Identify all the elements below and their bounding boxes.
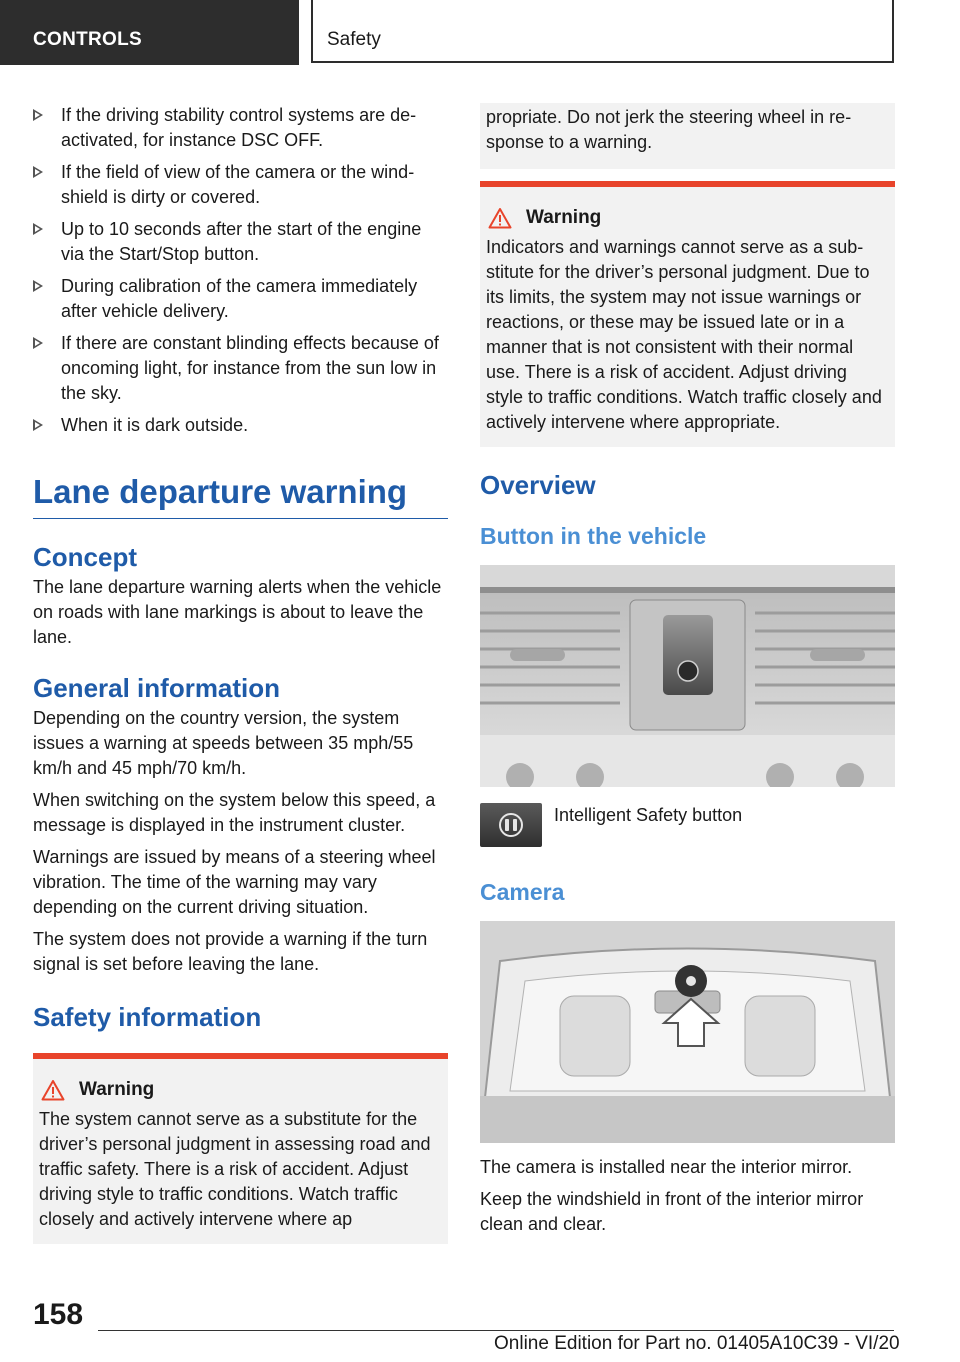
concept-text: The lane departure warning alerts when the vehicle on roads with lane markings is about to leave the lane. xyxy=(33,577,442,647)
triangle-bullet-icon xyxy=(33,166,43,178)
warning-continuation-box xyxy=(480,103,895,169)
camera-heading: Camera xyxy=(480,879,565,905)
general-paragraph: When switching on the system below this speed, a message is displayed in the instrument cluster. xyxy=(33,790,436,835)
warning-text: The system cannot serve as a substitute for the driver’s personal judgment in assessing road and traffic safety. There is a risk of accident. Adjust driving style to traffic conditions. Watch traffic closely and actively intervene where ap xyxy=(39,1109,431,1229)
button-heading: Button in the vehicle xyxy=(480,523,707,549)
page-title: Lane departure warning xyxy=(33,472,448,519)
page-number: 158 xyxy=(33,1298,84,1331)
list-item: If there are constant blinding effects because of oncoming light, for instance from the sun low in the sky. xyxy=(33,331,448,406)
warning-continuation-text: propriate. Do not jerk the steering wheel in response to a warning. xyxy=(486,107,852,152)
triangle-bullet-icon xyxy=(33,280,43,292)
general-paragraph: Warnings are issued by means of a steering wheel vibration. The time of the warning may vary depending on the current driving situation. xyxy=(33,847,436,917)
triangle-bullet-icon xyxy=(33,109,43,121)
general-paragraph: The system does not provide a warning if the turn signal is set before leaving the lane. xyxy=(33,929,428,974)
warning-title: Warning xyxy=(486,207,887,229)
overview-heading: Overview xyxy=(480,470,596,500)
concept-heading: Concept xyxy=(33,542,137,572)
right-column xyxy=(480,103,895,1237)
list-item: During calibration of the camera immediately after vehicle delivery. xyxy=(33,274,448,324)
list-item: When it is dark outside. xyxy=(33,413,448,438)
topic-tab xyxy=(311,0,894,63)
general-heading: General information xyxy=(33,673,281,703)
list-item: Up to 10 seconds after the start of the engine via the Start/Stop button. xyxy=(33,217,448,267)
section-tab xyxy=(0,0,299,65)
left-column xyxy=(33,103,448,1244)
triangle-bullet-icon xyxy=(33,419,43,431)
warning-title: Warning xyxy=(39,1079,440,1101)
footer-divider xyxy=(98,1330,894,1331)
camera-location-photo xyxy=(480,921,895,1143)
section-label: CONTROLS xyxy=(33,29,143,50)
list-item: If the field of view of the camera or the windshield is dirty or covered. xyxy=(33,160,448,210)
button-legend xyxy=(480,803,895,847)
triangle-bullet-icon xyxy=(33,223,43,235)
warning-triangle-icon xyxy=(41,1079,65,1101)
camera-paragraph: The camera is installed near the interior mirror. xyxy=(480,1157,853,1177)
list-item: If the driving stability control systems are deactivated, for instance DSC OFF. xyxy=(33,103,448,153)
topic-label: Safety xyxy=(327,29,381,50)
warning-box xyxy=(33,1053,448,1244)
dashboard-button-photo xyxy=(480,565,895,787)
warning-triangle-icon xyxy=(488,207,512,229)
triangle-bullet-icon xyxy=(33,337,43,349)
intelligent-safety-button-icon xyxy=(480,803,542,847)
edition-info: Online Edition for Part no. 01405A10C39 - VI/20 xyxy=(494,1333,900,1354)
general-paragraph: Depending on the country version, the system issues a warning at speeds between 35 mph/55 km/h and 45 mph/70 km/h. xyxy=(33,708,414,778)
button-legend-label: Intelligent Safety button xyxy=(554,805,743,825)
safety-heading: Safety information xyxy=(33,1002,262,1032)
condition-list xyxy=(33,103,448,438)
camera-paragraph: Keep the windshield in front of the interior mirror clean and clear. xyxy=(480,1189,864,1234)
warning-text: Indicators and warnings cannot serve as a substitute for the driver’s personal judgment. Due to its limits, the system may not issue warnings or reactions, or these may be issued late or in a manner that is not consistent with their normal use. There is a risk of accident. Adjust driving style to traffic conditions. Watch traffic closely and actively intervene where appropriate. xyxy=(486,237,882,432)
warning-box xyxy=(480,181,895,447)
